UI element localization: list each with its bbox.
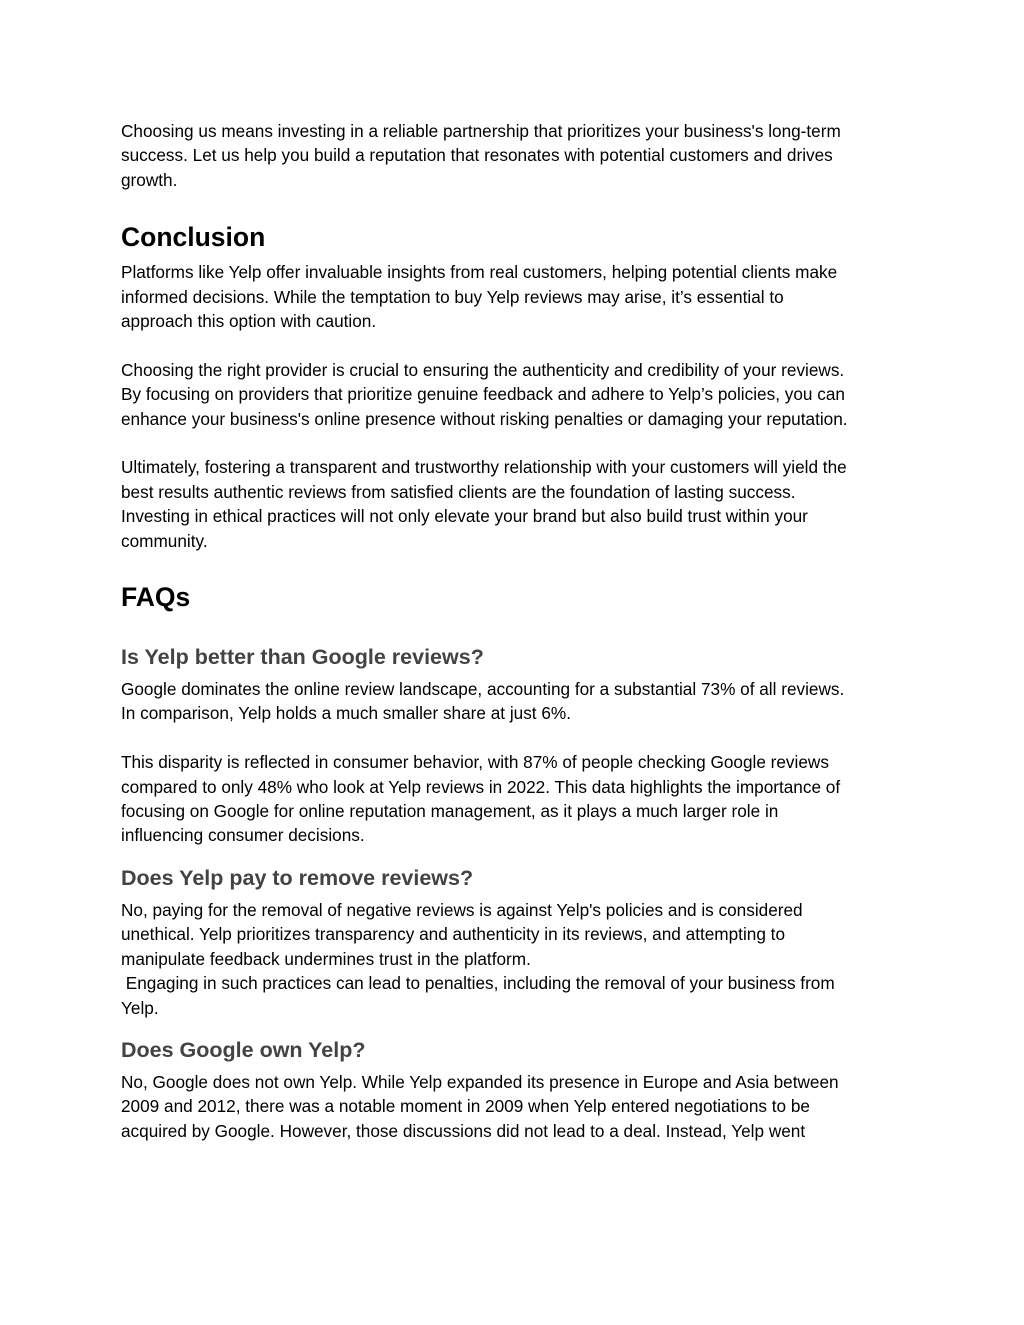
text-line: No, paying for the removal of negative reviews is against Yelp's policies and is considered bbox=[121, 899, 803, 920]
conclusion-paragraph-2 bbox=[121, 358, 911, 431]
text-line: This disparity is reflected in consumer behavior, with 87% of people checking Google reviews bbox=[121, 752, 829, 773]
text-line: By focusing on providers that prioritize genuine feedback and adhere to Yelp’s policies, you can bbox=[121, 384, 845, 405]
text-line: compared to only 48% who look at Yelp reviews in 2022. This data highlights the importance of bbox=[121, 776, 841, 797]
faq-answer-2 bbox=[121, 898, 911, 1020]
text-line: 2009 and 2012, there was a notable moment in 2009 when Yelp entered negotiations to be bbox=[121, 1096, 810, 1117]
text-line: growth. bbox=[121, 169, 178, 190]
intro-paragraph bbox=[121, 119, 911, 192]
text-line: enhance your business's online presence without risking penalties or damaging your reputation. bbox=[121, 408, 848, 429]
faq-question-2: Does Yelp pay to remove reviews? bbox=[121, 865, 474, 890]
text-line: In comparison, Yelp holds a much smaller share at just 6%. bbox=[121, 703, 571, 724]
faq-question-1: Is Yelp better than Google reviews? bbox=[121, 645, 484, 670]
text-line: Yelp. bbox=[121, 997, 159, 1018]
text-line: influencing consumer decisions. bbox=[121, 825, 365, 846]
text-line: approach this option with caution. bbox=[121, 311, 377, 332]
faq-answer-3 bbox=[121, 1070, 911, 1143]
text-line: Engaging in such practices can lead to penalties, including the removal of your business from bbox=[121, 973, 835, 994]
conclusion-heading: Conclusion bbox=[121, 222, 266, 253]
text-line: focusing on Google for online reputation management, as it plays a much larger role in bbox=[121, 801, 779, 822]
text-line: community. bbox=[121, 530, 208, 551]
conclusion-paragraph-1 bbox=[121, 260, 911, 333]
faq-answer-1-paragraph-1 bbox=[121, 677, 911, 726]
faq-answer-1-paragraph-2 bbox=[121, 750, 911, 848]
faq-question-3: Does Google own Yelp? bbox=[121, 1037, 366, 1062]
text-line: Google dominates the online review landscape, accounting for a substantial 73% of all reviews. bbox=[121, 679, 845, 700]
conclusion-paragraph-3 bbox=[121, 455, 911, 553]
text-line: Choosing us means investing in a reliable partnership that prioritizes your business's long-term bbox=[121, 121, 841, 141]
text-line: No, Google does not own Yelp. While Yelp expanded its presence in Europe and Asia between bbox=[121, 1071, 839, 1092]
text-line: informed decisions. While the temptation to buy Yelp reviews may arise, it’s essential to bbox=[121, 286, 784, 307]
text-line: acquired by Google. However, those discussions did not lead to a deal. Instead, Yelp went bbox=[121, 1120, 806, 1141]
text-line: Platforms like Yelp offer invaluable insights from real customers, helping potential clients make bbox=[121, 262, 838, 283]
text-line: best results authentic reviews from satisfied clients are the foundation of lasting success. bbox=[121, 481, 796, 502]
text-line: Investing in ethical practices will not only elevate your brand but also build trust within your bbox=[121, 506, 808, 527]
text-line: manipulate feedback undermines trust in the platform. bbox=[121, 948, 531, 969]
text-line: Choosing the right provider is crucial to ensuring the authenticity and credibility of your reviews. bbox=[121, 359, 845, 380]
text-line: success. Let us help you build a reputation that resonates with potential customers and drives bbox=[121, 145, 833, 166]
text-line: unethical. Yelp prioritizes transparency and authenticity in its reviews, and attempting to bbox=[121, 924, 786, 945]
document-page bbox=[121, 118, 911, 1143]
faqs-heading: FAQs bbox=[121, 582, 191, 613]
text-line: Ultimately, fostering a transparent and trustworthy relationship with your customers will yield the bbox=[121, 457, 847, 478]
